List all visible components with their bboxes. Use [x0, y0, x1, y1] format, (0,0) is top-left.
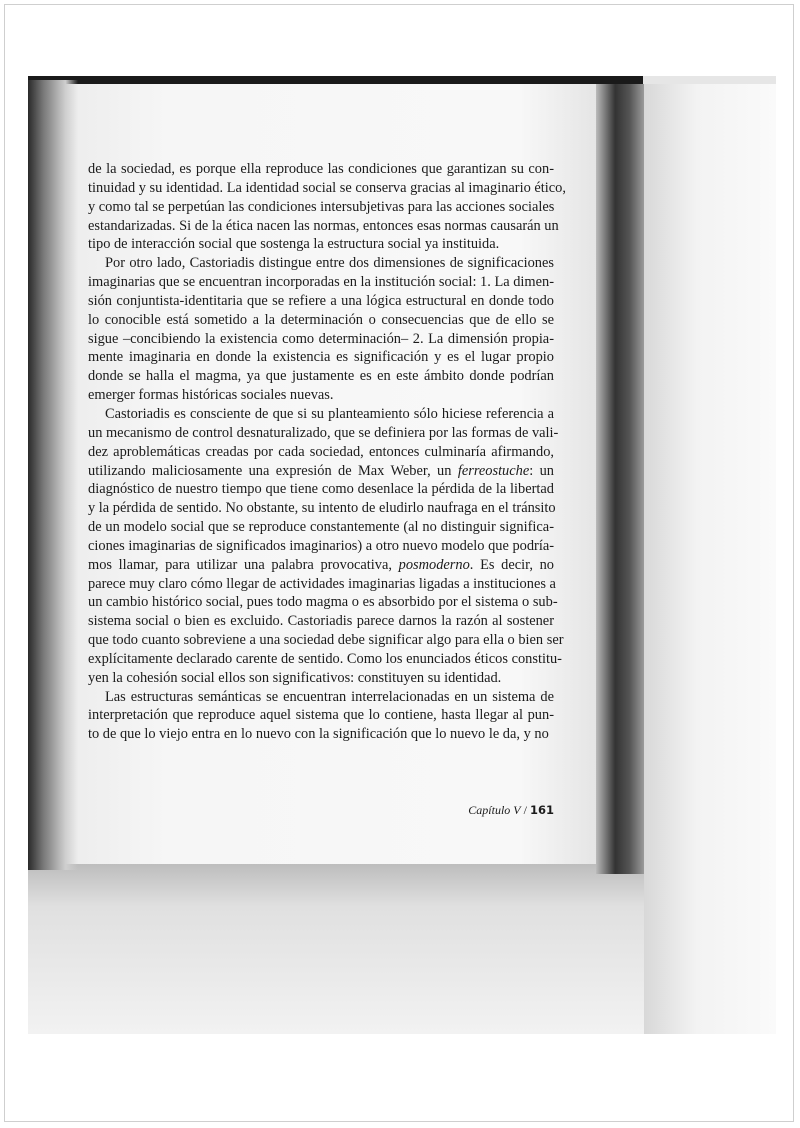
line-text: y como tal se perpetúan las condiciones intersubjetivas para las acciones sociales: [88, 198, 555, 215]
text-line: [88, 462, 554, 481]
text-line: [88, 669, 554, 688]
italic-term: ferreostuche: [457, 462, 530, 479]
line-text: : un: [529, 462, 554, 479]
text-line: [88, 518, 554, 537]
line-text: . Es decir, no: [469, 556, 554, 573]
body-text: [88, 160, 566, 744]
paragraph: [88, 688, 554, 745]
page-footer: [88, 803, 554, 818]
text-line: [88, 612, 554, 631]
text-line: [88, 631, 564, 650]
text-line: [88, 292, 554, 311]
footer-separator: /: [520, 803, 530, 817]
book-edge-shadow: [596, 84, 644, 874]
text-line: [88, 330, 554, 349]
text-line: [88, 386, 554, 405]
paragraph: [88, 254, 554, 405]
text-line: [88, 443, 554, 462]
text-line: [88, 348, 554, 367]
text-line: [88, 424, 559, 443]
line-text: lo conocible está sometido a la determinación o consecuencias que de ello se: [88, 311, 554, 328]
text-line: [88, 235, 554, 254]
line-text: un cambio histórico social, pues todo magma o es absorbido por el sistema o sub-: [88, 594, 558, 611]
text-line: [88, 367, 554, 386]
scan-top-edge: [28, 76, 643, 84]
line-text: interpretación que reproduce aquel sistema que lo contiene, hasta llegar al pun-: [88, 707, 554, 724]
line-text: sigue –concibiendo la existencia como determinación– 2. La dimensión propia-: [88, 330, 554, 347]
line-text: y la pérdida de sentido. No obstante, su intento de eludirlo naufraga en el tránsito: [88, 500, 556, 517]
text-line: [88, 311, 554, 330]
line-text: de un modelo social que se reproduce constantemente (al no distinguir significa-: [88, 519, 554, 536]
line-text: un mecanismo de control desnaturalizado, que se definiera por las formas de vali-: [88, 424, 559, 441]
line-text: explícitamente declarado carente de sentido. Como los enunciados éticos constitu-: [88, 650, 562, 667]
line-text: yen la cohesión social ellos son significativos: constituyen su identidad.: [88, 669, 502, 686]
line-text: sistema social o bien es excluido. Castoriadis parece darnos la razón al sostener: [88, 613, 554, 630]
text-line: [88, 405, 554, 424]
line-text: ciones imaginarias de significados imaginarios) a otro nuevo modelo que podría-: [88, 537, 554, 554]
text-line: [88, 198, 554, 217]
line-text: dez aproblemáticas creadas por cada sociedad, entonces culminaría afirmando,: [88, 443, 554, 460]
italic-term: posmoderno: [398, 556, 470, 573]
text-line: [88, 556, 554, 575]
line-text: de la sociedad, es porque ella reproduce las condiciones que garantizan su con-: [88, 161, 554, 177]
line-text: estandarizadas. Si de la ética nacen las normas, entonces esas normas causarán un: [88, 217, 559, 234]
line-text: que todo cuanto sobreviene a una sociedad debe significar algo para ella o bien ser: [88, 632, 564, 649]
paragraph: [88, 160, 566, 254]
text-line: [88, 179, 566, 198]
text-line: [88, 593, 558, 612]
paragraph: [88, 405, 564, 688]
line-text: diagnóstico de nuestro tiempo que tiene como desenlace la pérdida de la libertad: [88, 481, 554, 498]
line-text: to de que lo viejo entra en lo nuevo con la significación que lo nuevo le da, y no: [88, 726, 549, 743]
text-line: [88, 650, 562, 669]
page-number: 161: [529, 803, 554, 817]
text-line: [88, 537, 554, 556]
text-line: [88, 725, 554, 744]
text-line: [88, 254, 554, 273]
text-line: [88, 480, 554, 499]
line-text: parece muy claro cómo llegar de actividades imaginarias ligadas a instituciones a: [88, 575, 556, 592]
text-line: [88, 706, 554, 725]
text-line: [88, 160, 554, 179]
text-line: [88, 217, 559, 236]
chapter-label: Capítulo V: [468, 803, 521, 817]
scan-right-area: [644, 84, 776, 1034]
line-text: donde se halla el magma, ya que justamente es en este ámbito donde podrían: [88, 368, 554, 385]
line-text: utilizando maliciosamente una expresión de Max Weber, un: [88, 462, 458, 479]
line-text: imaginarias que se encuentran incorporadas en la institución social: 1. La dimen-: [88, 274, 554, 291]
text-line: [88, 688, 554, 707]
line-text: Por otro lado, Castoriadis distingue entre dos dimensiones de significaciones: [105, 255, 554, 272]
line-text: Castoriadis es consciente de que si su planteamiento sólo hiciese referencia a: [105, 405, 554, 422]
line-text: Las estructuras semánticas se encuentran interrelacionadas en un sistema de: [105, 688, 554, 705]
line-text: tipo de interacción social que sostenga la estructura social ya instituida.: [88, 236, 500, 253]
text-line: [88, 273, 554, 292]
line-text: emerger formas históricas sociales nuevas.: [88, 387, 334, 404]
line-text: mos llamar, para utilizar una palabra provocativa,: [88, 556, 399, 573]
line-text: tinuidad y su identidad. La identidad social se conserva gracias al imaginario ético,: [88, 179, 566, 196]
text-line: [88, 499, 554, 518]
line-text: mente imaginaria en donde la existencia es significación y es el lugar propio: [88, 349, 554, 366]
book-gutter-shadow: [28, 80, 78, 870]
line-text: sión conjuntista-identitaria que se refiere a una lógica estructural en donde todo: [88, 292, 554, 309]
text-line: [88, 575, 554, 594]
